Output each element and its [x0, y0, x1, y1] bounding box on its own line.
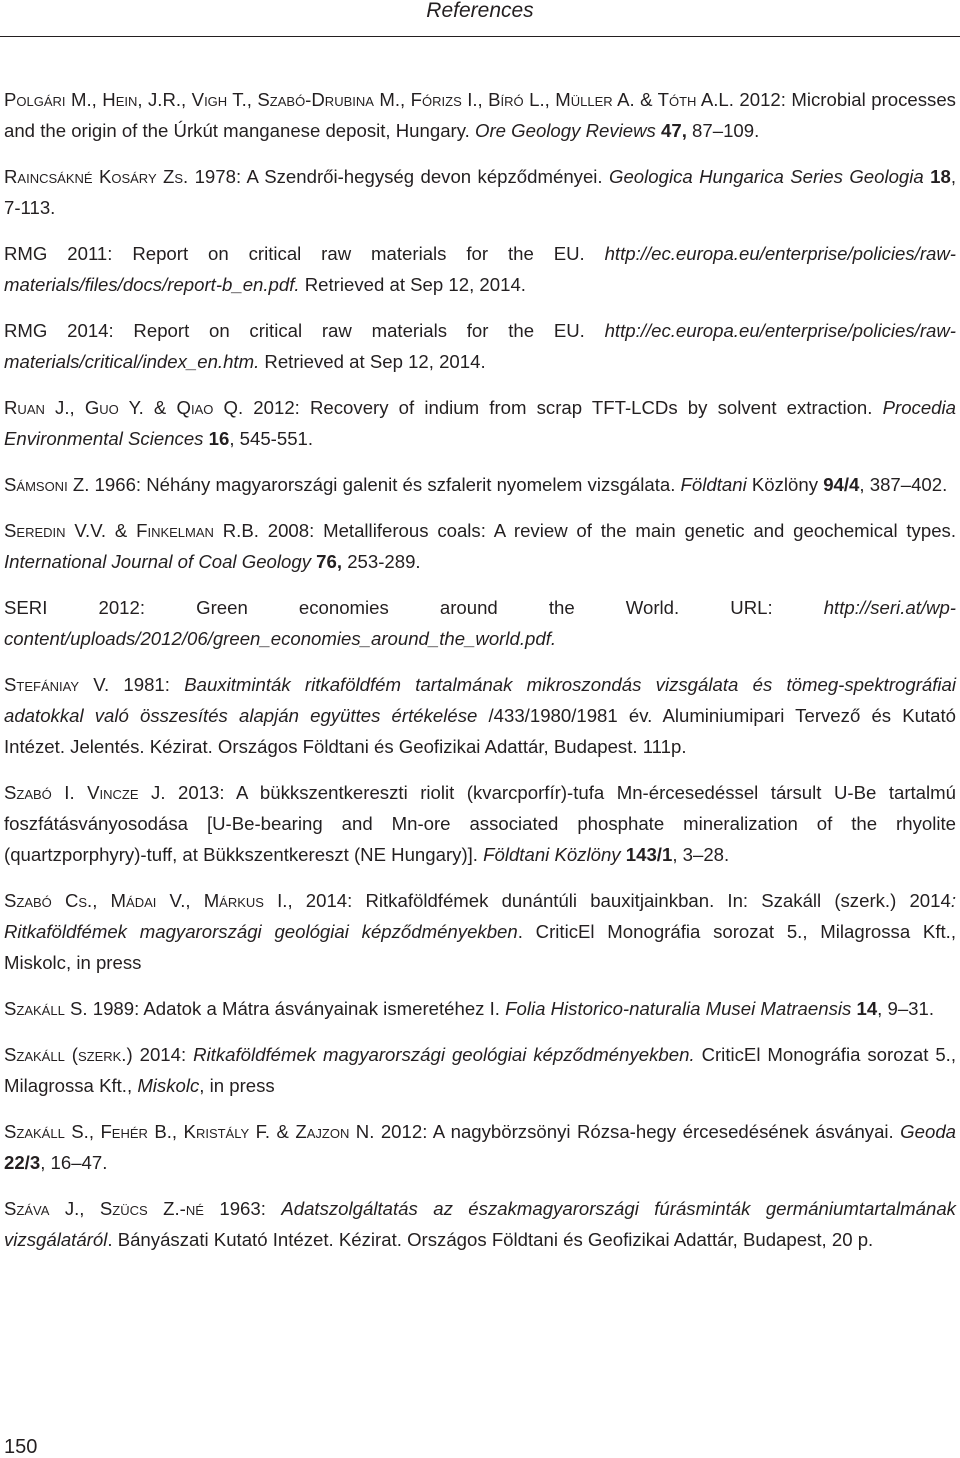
reference-text: RMG 2014: Report on critical raw materials for the EU. [4, 320, 605, 341]
italic-text: Ore Geology Reviews [474, 120, 656, 141]
reference-entry [4, 315, 956, 377]
author-names: Szabó Cs., Mádai V., Márkus I., [4, 890, 293, 911]
author-names: Szakáll (szerk.) [4, 1044, 133, 1065]
italic-text: http://ec.europa.eu/enterprise/policies/raw-materials/files/docs/report-b_en.pdf. [4, 243, 956, 295]
reference-text: 1966: Néhány magyarországi galenit és szfalerit nyomelem vizsgálata. [89, 474, 681, 495]
italic-text: http://seri.at/wp-content/uploads/2012/06/green_economies_around_the_world.pdf. [4, 597, 956, 649]
reference-text: 87–109. [686, 120, 760, 141]
reference-text: , 387–402. [859, 474, 948, 495]
italic-text: Geoda [900, 1121, 956, 1142]
reference-text: 2014: [132, 1044, 194, 1065]
reference-text: . Bányászati Kutató Intézet. Kézirat. Országos Földtani és Geofizikai Adattár, Budapest, 20 p. [107, 1229, 874, 1250]
italic-text: Földtani [680, 474, 747, 495]
author-names: Szabó I. Vincze J. [4, 782, 166, 803]
reference-entry [4, 669, 956, 762]
reference-text: 1989: Adatok a Mátra ásványainak ismeretéhez I. [87, 998, 506, 1019]
author-names: Polgári M., Hein, J.R., Vigh T., Szabó-Drubina M., Fórizs I., Bíró L., Müller A. & Tóth A.L. [4, 89, 734, 110]
reference-text: 1978: A Szendrői-hegység devon képződményei. [188, 166, 609, 187]
reference-text: 2014: Ritkaföldfémek dunántúli bauxitjainkban. In: Szakáll (szerk.) 2014 [292, 890, 951, 911]
reference-entry [4, 777, 956, 870]
italic-text: Bauxitminták ritkaföldfém tartalmának mikroszondás vizsgálata és tömeg-spektrográfiai adatokkal való összesítés alapján együttes értékelése [4, 674, 956, 726]
reference-text: 2012: A nagybörzsönyi Rózsa-hegy ércesedésének ásványai. [374, 1121, 901, 1142]
italic-text: : Ritkaföldfémek magyarországi geológiai képződményekben [4, 890, 956, 942]
running-head: References [426, 0, 534, 22]
reference-text: , 545-551. [229, 428, 314, 449]
reference-text: . CriticEl Monográfia sorozat 5., Milagrossa Kft., Miskolc, in press [4, 921, 956, 973]
italic-text: Adatszolgáltatás az északmagyarországi fúrásminták germániumtartalmának vizsgálatáról [4, 1198, 956, 1250]
volume-number: 94/4 [823, 474, 860, 495]
reference-entry [4, 1193, 956, 1255]
reference-entry [4, 515, 956, 577]
reference-text: 2012: Microbial processes and the origin of the Úrkút manganese deposit, Hungary. [4, 89, 956, 141]
reference-text: /433/1980/1981 év. Aluminiumipari Tervező és Kutató Intézet. Jelentés. Kézirat. Országos Földtani és Geofizikai Adattár, Budapest. 111p. [4, 705, 956, 757]
reference-entry [4, 993, 956, 1024]
italic-text: Földtani Közlöny [483, 844, 621, 865]
page-number: 150 [4, 1436, 38, 1458]
reference-text: 1981: [109, 674, 185, 695]
reference-text: Közlöny [746, 474, 824, 495]
reference-entry [4, 592, 956, 654]
volume-number: 16 [208, 428, 230, 449]
author-names: Stefániay V. [4, 674, 110, 695]
reference-text: , in press [199, 1075, 275, 1096]
volume-number: 18 [930, 166, 951, 187]
volume-number: 14 [856, 998, 878, 1019]
reference-text: SERI 2012: Green economies around the World. URL: [4, 597, 824, 618]
italic-text: Procedia Environmental Sciences [4, 397, 956, 449]
author-names: Szakáll S., Fehér B., Kristály F. & Zajzon N. [4, 1121, 375, 1142]
header-rule [0, 36, 960, 37]
reference-text: RMG 2011: Report on critical raw materials for the EU. [4, 243, 605, 264]
author-names: Száva J., Szücs Z.-né [4, 1198, 204, 1219]
reference-text: 2013: A bükkszentkereszti riolit (kvarcporfír)-tufa Mn-ércesedéssel társult U-Be tartalmú foszfátásványosodása [U-Be-bearing and Mn-ore associated phosphate mineralization of the rhyolite (quartzporphyry)-tuff, at Bükkszentkereszt (NE Hungary)]. [4, 782, 956, 865]
author-names: Raincsákné Kosáry Zs. [4, 166, 189, 187]
italic-text: Ritkaföldfémek magyarországi geológiai képződményekben. [193, 1044, 695, 1065]
italic-text: Miskolc [137, 1075, 200, 1096]
reference-text: CriticEl Monográfia sorozat 5., Milagrossa Kft., [4, 1044, 956, 1096]
reference-text: 253-289. [342, 551, 421, 572]
reference-text: Retrieved at Sep 12, 2014. [259, 351, 486, 372]
reference-text: Retrieved at Sep 12, 2014. [299, 274, 526, 295]
reference-text: 2008: Metalliferous coals: A review of the main genetic and geochemical types. [258, 520, 956, 541]
reference-entry [4, 238, 956, 300]
volume-number: 47, [661, 120, 687, 141]
reference-entry [4, 161, 956, 223]
volume-number: 22/3 [4, 1152, 41, 1173]
reference-entry [4, 469, 956, 500]
reference-text: , 16–47. [40, 1152, 108, 1173]
italic-text: http://ec.europa.eu/enterprise/policies/raw-materials/critical/index_en.htm. [4, 320, 956, 372]
italic-text: Geologica Hungarica Series Geologia [608, 166, 924, 187]
reference-text: 2012: Recovery of indium from scrap TFT-LCDs by solvent extraction. [243, 397, 883, 418]
volume-number: 143/1 [625, 844, 673, 865]
reference-text: , 3–28. [672, 844, 730, 865]
reference-list [4, 84, 956, 1270]
italic-text: International Journal of Coal Geology [4, 551, 311, 572]
reference-entry [4, 84, 956, 146]
reference-entry [4, 1039, 956, 1101]
reference-entry [4, 392, 956, 454]
reference-entry [4, 1116, 956, 1178]
author-names: Seredin V.V. & Finkelman R.B. [4, 520, 259, 541]
reference-text: , 7-113. [4, 166, 956, 218]
italic-text: Folia Historico-naturalia Musei Matraensis [505, 998, 852, 1019]
author-names: Ruan J., Guo Y. & Qiao Q. [4, 397, 244, 418]
volume-number: 76, [316, 551, 343, 572]
reference-text: 1963: [203, 1198, 282, 1219]
reference-text: , 9–31. [877, 998, 935, 1019]
reference-entry [4, 885, 956, 978]
author-names: Sámsoni Z. [4, 474, 90, 495]
author-names: Szakáll S. [4, 998, 88, 1019]
